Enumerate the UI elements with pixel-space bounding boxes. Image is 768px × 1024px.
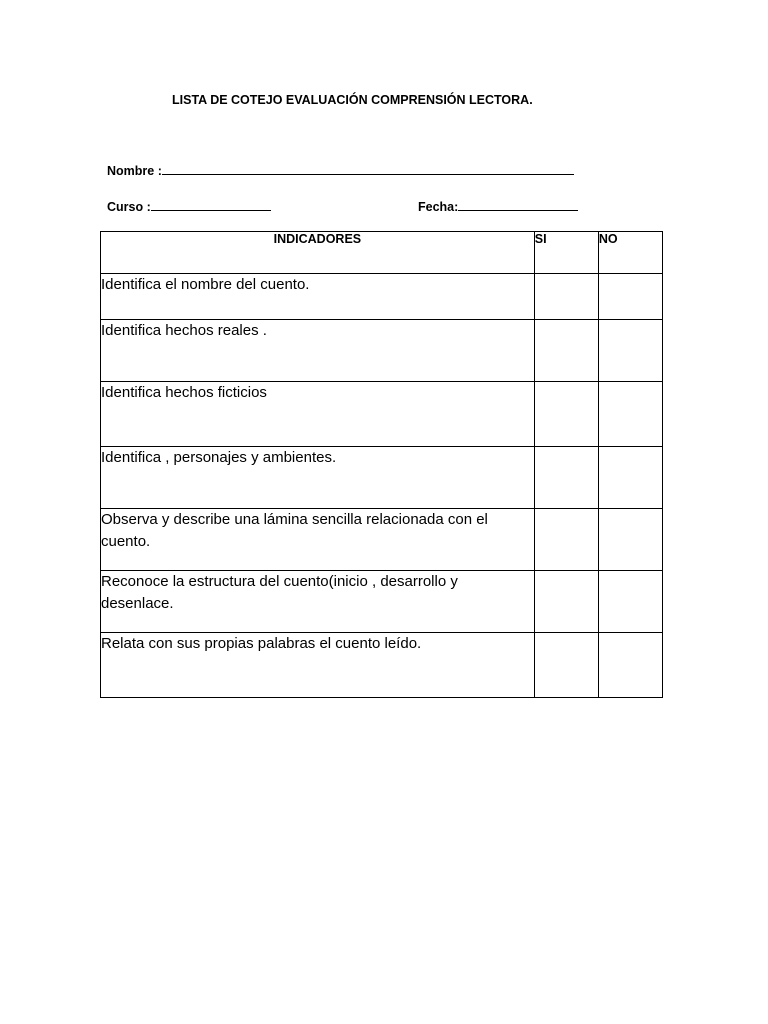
table-row [101, 320, 663, 382]
header-indicadores: INDICADORES [101, 232, 535, 274]
table-row [101, 447, 663, 509]
no-cell[interactable] [598, 633, 662, 698]
no-cell[interactable] [598, 571, 662, 633]
curso-field[interactable] [107, 198, 271, 214]
fecha-field[interactable] [418, 198, 578, 214]
curso-blank-line[interactable] [151, 198, 271, 211]
no-cell[interactable] [598, 382, 662, 447]
header-no: NO [598, 232, 662, 274]
si-cell[interactable] [534, 633, 598, 698]
table-header-row [101, 232, 663, 274]
no-cell[interactable] [598, 509, 662, 571]
indicator-cell: Identifica hechos ficticios [101, 382, 535, 447]
si-cell[interactable] [534, 571, 598, 633]
si-cell[interactable] [534, 274, 598, 320]
checklist-table [100, 231, 663, 698]
si-cell[interactable] [534, 509, 598, 571]
si-cell[interactable] [534, 320, 598, 382]
header-si: SI [534, 232, 598, 274]
table-row [101, 382, 663, 447]
indicator-cell: Identifica , personajes y ambientes. [101, 447, 535, 509]
table-row [101, 571, 663, 633]
no-cell[interactable] [598, 274, 662, 320]
indicator-cell: Identifica el nombre del cuento. [101, 274, 535, 320]
no-cell[interactable] [598, 447, 662, 509]
fecha-blank-line[interactable] [458, 198, 578, 211]
curso-label: Curso : [107, 200, 151, 214]
nombre-field[interactable] [107, 162, 574, 178]
no-cell[interactable] [598, 320, 662, 382]
document-title: LISTA DE COTEJO EVALUACIÓN COMPRENSIÓN LECTORA. [172, 93, 533, 107]
table-row [101, 633, 663, 698]
nombre-label: Nombre : [107, 164, 162, 178]
fecha-label: Fecha: [418, 200, 459, 214]
si-cell[interactable] [534, 447, 598, 509]
si-cell[interactable] [534, 382, 598, 447]
nombre-blank-line[interactable] [162, 162, 574, 175]
indicator-cell: Observa y describe una lámina sencilla relacionada con el cuento. [101, 509, 535, 571]
table-row [101, 274, 663, 320]
indicator-cell: Reconoce la estructura del cuento(inicio , desarrollo y desenlace. [101, 571, 535, 633]
indicator-cell: Identifica hechos reales . [101, 320, 535, 382]
indicator-cell: Relata con sus propias palabras el cuento leído. [101, 633, 535, 698]
table-row [101, 509, 663, 571]
